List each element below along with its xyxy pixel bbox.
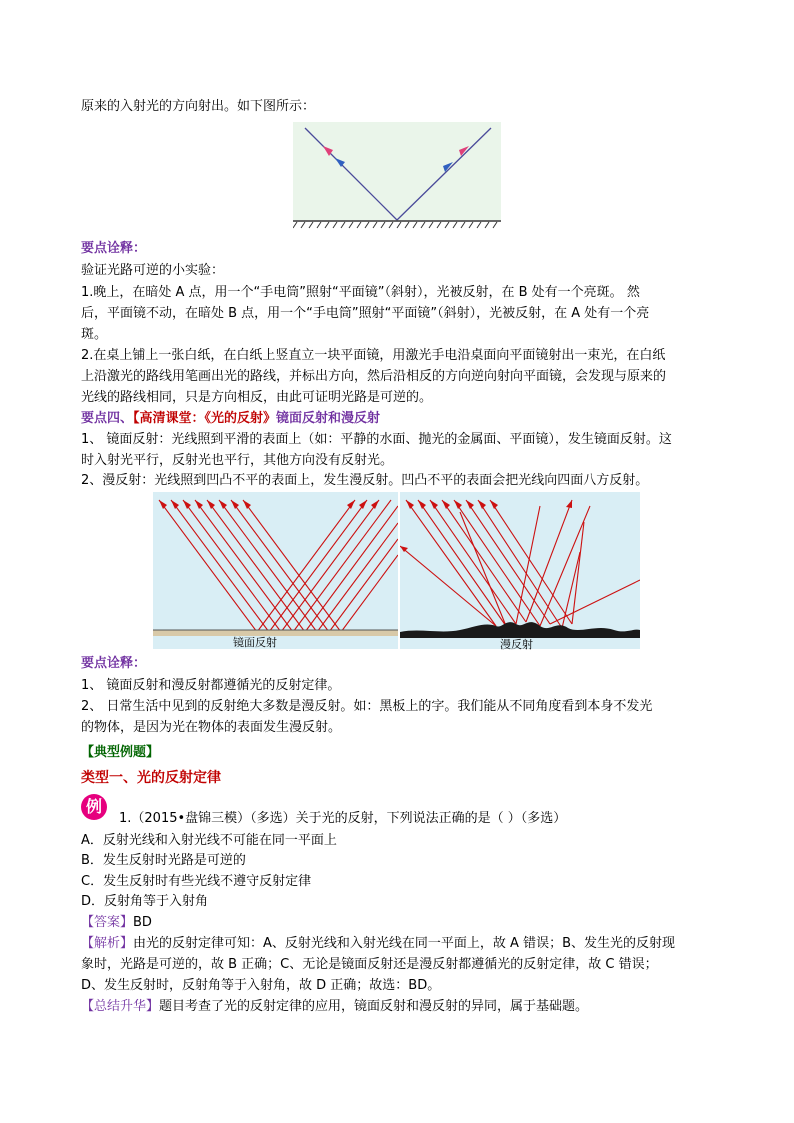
specular-reflection-figure [153,492,398,649]
diffuse-reflection-figure [400,492,640,649]
section-heading [81,410,380,428]
answer-value: BD [133,915,152,930]
key-note-line: 验证光路可逆的小实验： [81,263,225,278]
key-note-line: 的物体，是因为光在物体的表面发生漫反射。 [81,720,342,735]
key-note-line: 2.在桌上铺上一张白纸，在白纸上竖直立一块平面镜，用激光手电沿桌面向平面镜射出一束光，在白纸 [81,348,666,363]
key-note-heading: 要点诠释： [81,656,147,671]
analysis-line: D、发生反射时，反射角等于入射角，故 D 正确；故选：BD。 [81,978,441,993]
key-note-line: 上沿激光的路线用笔画出光的路线，并标出方向，然后沿相反的方向逆向射向平面镜，会发现与原来的 [81,369,667,384]
section-line: 时入射光平行，反射光也平行，其他方向没有反射光。 [81,453,394,468]
type-heading: 类型一、光的反射定律 [81,770,221,786]
example-badge: 例 [81,794,107,820]
analysis-line: 象时，光路是可逆的，故 B 正确；C、无论是镜面反射还是漫反射都遵循光的反射定律，故 C 错误； [81,957,658,972]
summary-label: 【总结升华】 [81,999,160,1014]
answer-row [81,914,152,932]
section-prefix: 要点四、 [81,411,134,426]
question-option: B．发生反射时光路是可逆的 [81,853,246,868]
answer-label: 【答案】 [81,915,134,930]
specular-caption: 镜面反射 [233,636,277,649]
question-option: A．反射光线和入射光线不可能在同一平面上 [81,833,337,848]
key-note-line: 光线的路线相同，只是方向相反，由此可证明光路是可逆的。 [81,390,433,405]
question-option: C．发生反射时有些光线不遵守反射定律 [81,874,312,889]
section-title: 镜面反射和漫反射 [276,411,381,426]
key-note-line: 1、 镜面反射和漫反射都遵循光的反射定律。 [81,678,341,693]
analysis-line: 由光的反射定律可知：A、反射光线和入射光线在同一平面上，故 A 错误；B、发生光的反射现 [133,936,675,951]
summary-row [81,998,588,1016]
key-note-line: 斑。 [81,327,108,342]
summary-text: 题目考查了光的反射定律的应用，镜面反射和漫反射的异同，属于基础题。 [159,999,589,1014]
intro-line: 原来的入射光的方向射出。如下图所示： [81,99,316,114]
section-line: 1、 镜面反射：光线照到平滑的表面上（如：平静的水面、抛光的金属面、平面镜），发生镜面反射。这 [81,432,672,447]
key-note-heading: 要点诠释： [81,241,147,256]
key-note-line: 2、 日常生活中见到的反射绝大多数是漫反射。如：黑板上的字。我们能从不同角度看到本身不发光 [81,699,653,714]
analysis-label: 【解析】 [81,936,134,951]
section-line: 2、漫反射：光线照到凹凸不平的表面上，发生漫反射。凹凸不平的表面会把光线向四面八方反射。 [81,473,649,488]
diffuse-caption: 漫反射 [500,638,533,651]
question-stem: 1.（2015•盘锦三模）（多选）关于光的反射，下列说法正确的是（ ）（多选） [119,811,567,826]
reflection-diagram [293,122,501,230]
question-option: D．反射角等于入射角 [81,894,209,909]
key-note-line: 后，平面镜不动，在暗处 B 点，用一个“手电筒”照射“平面镜”（斜射），光被反射，在 A 处有一个亮 [81,306,650,321]
analysis-row [81,935,675,953]
key-note-line: 1.晚上，在暗处 A 点，用一个“手电筒”照射“平面镜”（斜射），光被反射，在 B 处有一个亮斑。 然 [81,285,640,300]
section-bracket: 【高清课堂：《光的反射》 [133,411,277,426]
examples-heading: 【典型例题】 [81,745,160,760]
